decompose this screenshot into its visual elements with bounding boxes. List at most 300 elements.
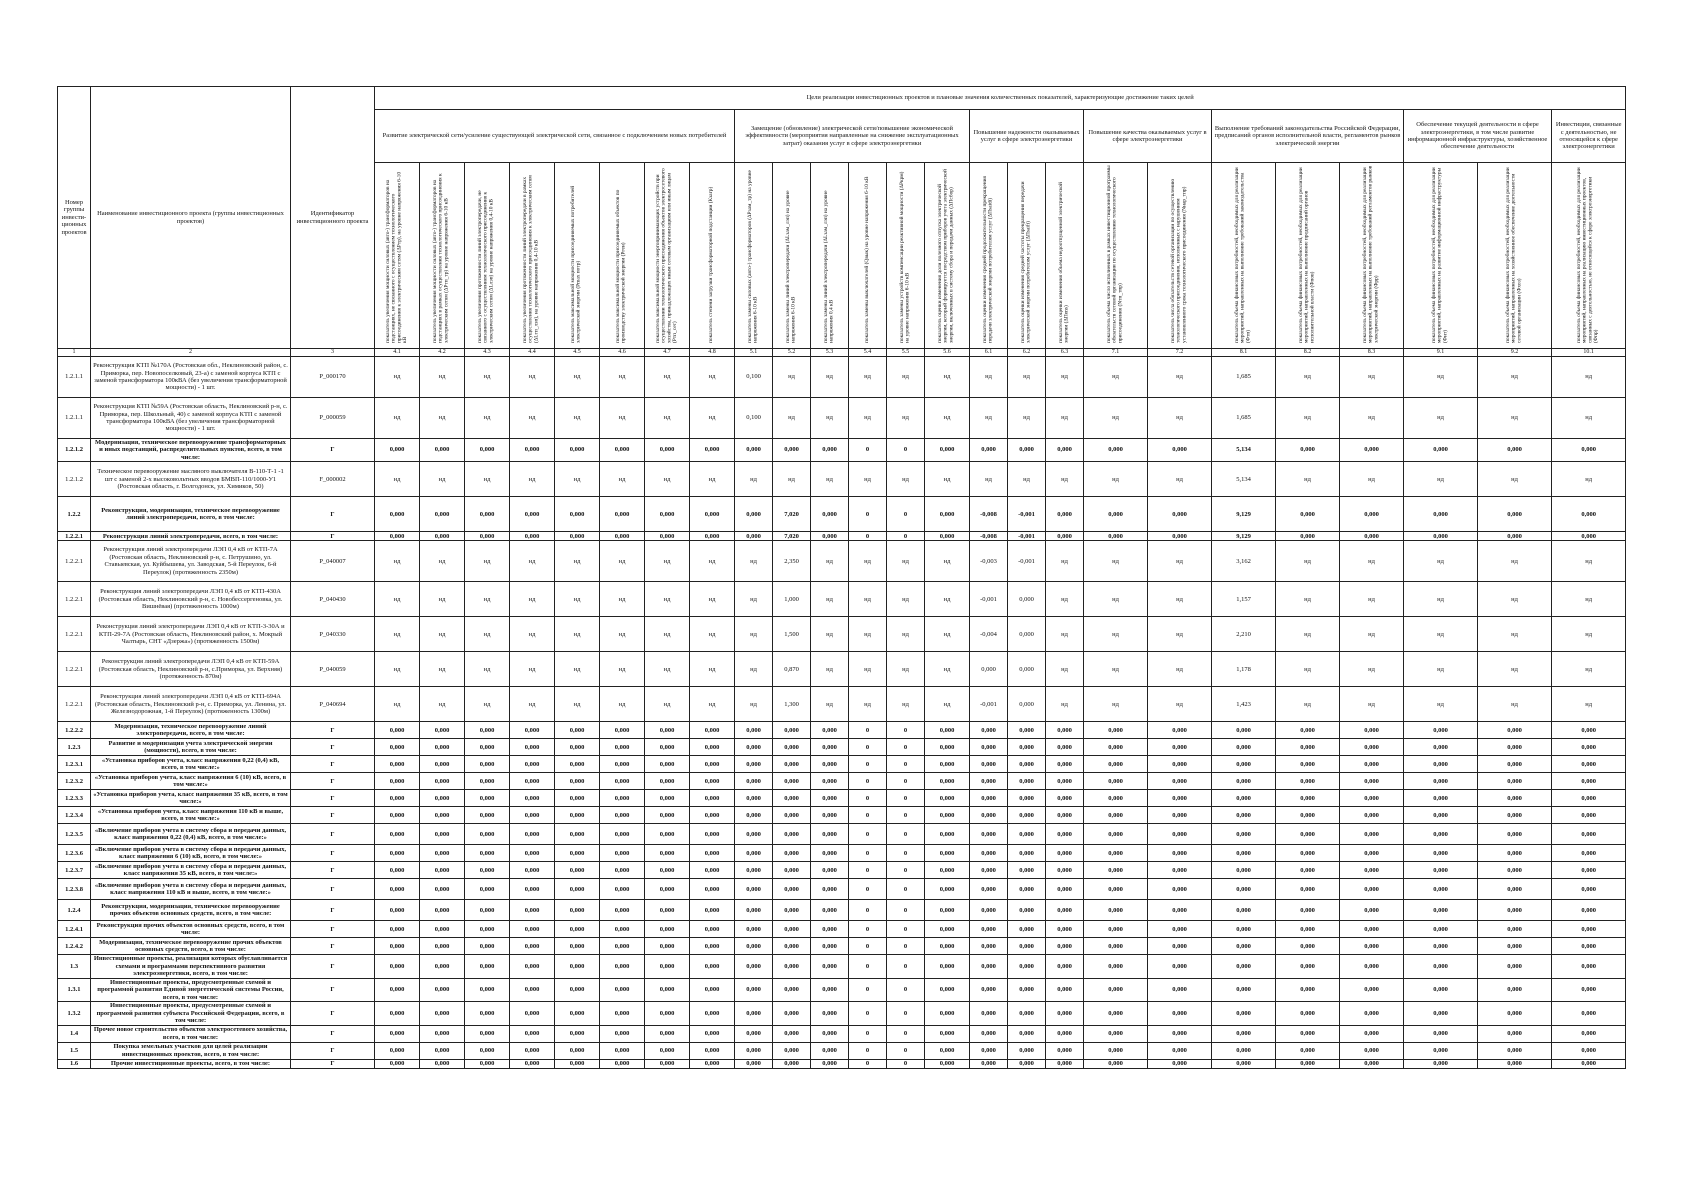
row-indicator-value: 0,000 [1046,1025,1084,1042]
indicator-header [1008,163,1046,349]
row-group-number: 1.3.2 [58,1002,91,1025]
row-indicator-value: 0,000 [555,921,600,938]
row-indicator-value: 0,000 [690,921,735,938]
row-indicator-value: 0,000 [1148,1025,1212,1042]
table-row [58,862,1626,879]
row-group-number: 1.2.4.1 [58,921,91,938]
row-indicator-value: 0,000 [555,1002,600,1025]
row-indicator-value: 0 [849,1059,887,1068]
row-indicator-value: 0,000 [970,773,1008,790]
row-indicator-value: 0,000 [773,756,811,773]
row-indicator-value: 0,000 [970,739,1008,756]
row-indicator-value: 0 [887,739,925,756]
row-indicator-value: 0,000 [1212,756,1276,773]
group-header-quality: Повышение качества оказываемых услуг в сфере электроэнергетики [1084,110,1212,163]
row-indicator-value: 0,000 [1340,845,1404,862]
row-indicator-value: нд [555,541,600,582]
row-indicator-value: 0,000 [1008,773,1046,790]
row-indicator-value: 0,100 [735,398,773,439]
row-indicator-value: нд [1084,357,1148,398]
row-indicator-value: 0,000 [1478,1059,1552,1068]
row-indicator-value: нд [375,652,420,687]
row-indicator-value: 0,000 [465,773,510,790]
row-indicator-value: нд [645,398,690,439]
row-indicator-value: 0,000 [773,1042,811,1059]
row-indicator-value: 0,000 [1212,921,1276,938]
row-indicator-value: 0,000 [420,1025,465,1042]
row-indicator-value: 0,000 [1212,1042,1276,1059]
row-indicator-value: 0,000 [811,722,849,739]
row-project-id: Г [291,739,375,756]
row-indicator-value: нд [970,398,1008,439]
row-indicator-value: 0,000 [735,1025,773,1042]
row-indicator-value: 1,685 [1212,398,1276,439]
row-indicator-value: 0,000 [1008,1059,1046,1068]
row-indicator-value: 0,000 [1008,1002,1046,1025]
row-indicator-value: 0 [849,807,887,824]
row-indicator-value: 0,000 [1276,879,1340,900]
row-indicator-value: нд [1404,541,1478,582]
row-indicator-value: 0,000 [1046,1059,1084,1068]
row-indicator-value: 0,000 [1478,845,1552,862]
row-indicator-value: 0,000 [1404,722,1478,739]
row-indicator-value: 2,350 [773,541,811,582]
row-indicator-value: 0,000 [1552,978,1626,1001]
row-indicator-value: 0 [887,756,925,773]
row-indicator-value: 0,000 [420,1002,465,1025]
row-indicator-value: 0,000 [1046,1002,1084,1025]
row-indicator-value: 0,000 [420,739,465,756]
row-project-name: Реконструкция линий электропередачи ЛЭП 0,4 кВ от КТП-7А (Ростовская область, Неклиновский р-н, с. Петрушино, ул. Ставыевская, ул. Куйбышева, ул. Заводская, 5-й Переулок, 6-й Переулок) (протяженность 2350м) [91,541,291,582]
row-indicator-value: 0,000 [465,955,510,978]
row-project-id: Г [291,756,375,773]
row-indicator-value: нд [849,398,887,439]
row-indicator-value: 0,000 [1552,756,1626,773]
row-indicator-value: 0,000 [1046,1042,1084,1059]
row-indicator-value: нд [690,652,735,687]
row-indicator-value: 0,000 [690,1042,735,1059]
row-indicator-value: 0,000 [970,439,1008,462]
row-indicator-value: 0,000 [1148,978,1212,1001]
row-indicator-value: 0,000 [773,439,811,462]
indicator-header-text: показатель максимальной мощности присоединяемых объектов по производству электрической энергии (Pген) [615,189,627,344]
row-indicator-value: 0 [887,938,925,955]
row-project-name: Реконструкция прочих объектов основных средств, всего, в том числе: [91,921,291,938]
row-indicator-value: 0,000 [1148,845,1212,862]
row-indicator-value: 0,000 [1404,439,1478,462]
row-indicator-value: нд [811,687,849,722]
row-indicator-value: 0,000 [1404,900,1478,921]
indicator-header-text: показатель максимальной мощности энергопринимающих устройств при осуществлении технологического присоединения объектов электросетевого хозяйства, принадлежащих иным сетевым организациям или иным лицам (Pтп_сет) [654,168,678,344]
table-row [58,439,1626,462]
column-number: 5.5 [887,349,925,357]
row-indicator-value: 0,000 [1404,978,1478,1001]
row-indicator-value: 0 [887,532,925,541]
indicator-header-text: показатель максимальной мощности присоединяемых потребителей электрической энергии (Pmax потр) [570,186,582,344]
indicator-header [375,163,420,349]
row-indicator-value: 0,000 [555,955,600,978]
row-indicator-value: 0,000 [811,921,849,938]
row-indicator-value: 0,000 [1212,862,1276,879]
row-indicator-value: 0,000 [1276,1042,1340,1059]
row-indicator-value: 0,000 [1478,879,1552,900]
row-indicator-value: 0,000 [1212,1002,1276,1025]
row-indicator-value: 0,000 [735,807,773,824]
indicator-header-text: показатель увеличения мощности силовых (авто-) трансформаторов на подстанциях в рамках осуществления технологического присоединения к электрическим сетям (ΔPтп_тр) на уровне напряжения 6-10 кВ [432,173,450,344]
row-indicator-value: 0,000 [1046,900,1084,921]
table-row [58,978,1626,1001]
row-indicator-value: 0,000 [375,978,420,1001]
row-project-id: Г [291,845,375,862]
row-indicator-value: 0,000 [555,532,600,541]
row-indicator-value: 0,000 [645,955,690,978]
row-indicator-value: нд [1404,652,1478,687]
row-indicator-value: 0,000 [735,739,773,756]
indicator-header [735,163,773,349]
row-indicator-value: нд [555,357,600,398]
row-indicator-value: 0 [887,1025,925,1042]
indicator-header-text: показатель объема финансовых потребностей, необходимых для реализации мероприятий, направленных на реализацию инвестиционных проектов, связанных с деятельностью, не относящейся к сфере электроэнергетики (Фпр) [1576,167,1600,344]
row-project-name: «Включение приборов учета в систему сбора и передачи данных, класс напряжения 0,22 (0,4) кВ, всего, в том числе:» [91,824,291,845]
indicator-header-text: показатель объема финансовых потребностей, необходимых для реализации мероприятий, направленных на развитие информационной инфраструктуры (Фит) [1430,167,1449,344]
row-project-id: P_040430 [291,582,375,617]
row-indicator-value: нд [375,398,420,439]
row-indicator-value: 0,000 [1008,862,1046,879]
row-indicator-value: 0,000 [773,921,811,938]
row-indicator-value: нд [1552,357,1626,398]
row-indicator-value: 0,000 [1340,879,1404,900]
row-indicator-value: нд [925,617,970,652]
row-indicator-value: 0,000 [970,845,1008,862]
row-indicator-value: 0,000 [375,845,420,862]
table-row [58,900,1626,921]
row-indicator-value: 0 [887,1042,925,1059]
row-indicator-value: 0,000 [645,862,690,879]
indicator-header-text: показатель объема финансовых потребностей, необходимых для реализации мероприятий, направленных на выполнение требований законодательства (Фтп) [1233,167,1252,344]
row-indicator-value: 0,000 [420,938,465,955]
row-indicator-value: нд [1084,398,1148,439]
row-indicator-value: 0,000 [555,862,600,879]
row-group-number: 1.2.2.1 [58,652,91,687]
row-indicator-value: 0,000 [510,807,555,824]
row-group-number: 1.2.1.1 [58,398,91,439]
row-indicator-value: 0,000 [1008,824,1046,845]
row-indicator-value: нд [1478,357,1552,398]
row-indicator-value: 0,000 [1046,938,1084,955]
row-indicator-value: 0,000 [1008,790,1046,807]
row-group-number: 1.2.1.2 [58,462,91,497]
row-indicator-value: нд [849,541,887,582]
row-project-name: Прочие инвестиционные проекты, всего, в том числе: [91,1059,291,1068]
row-indicator-value: 0,000 [811,439,849,462]
row-indicator-value: 0,000 [1008,955,1046,978]
row-indicator-value: 0 [887,845,925,862]
row-indicator-value: 0,000 [1552,497,1626,532]
row-indicator-value: 0,000 [925,497,970,532]
row-indicator-value: 0,000 [735,845,773,862]
row-indicator-value: 5,134 [1212,462,1276,497]
row-indicator-value: 0,000 [811,938,849,955]
row-indicator-value: 0,000 [465,1025,510,1042]
row-indicator-value: нд [600,541,645,582]
indicator-header [1084,163,1148,349]
row-indicator-value: 0,000 [420,955,465,978]
row-indicator-value: 0,000 [811,790,849,807]
column-number: 6.1 [970,349,1008,357]
row-indicator-value: 0,000 [600,900,645,921]
row-indicator-value: 0,000 [555,756,600,773]
row-indicator-value: 0,000 [1404,1059,1478,1068]
row-indicator-value: нд [1276,398,1340,439]
table-row [58,845,1626,862]
row-indicator-value: 0,000 [1276,921,1340,938]
row-indicator-value: 0 [849,497,887,532]
row-indicator-value: 0,000 [970,1059,1008,1068]
row-indicator-value: 0,000 [1212,773,1276,790]
row-project-id: Г [291,497,375,532]
row-indicator-value: 0 [887,955,925,978]
row-indicator-value: 0,000 [925,955,970,978]
row-indicator-value: 0,000 [735,879,773,900]
row-indicator-value: 0,000 [465,921,510,938]
row-project-id: Г [291,532,375,541]
row-indicator-value: 0,000 [420,921,465,938]
row-indicator-value: 0 [887,1059,925,1068]
row-project-name: «Включение приборов учета в систему сбора и передачи данных, класс напряжения 110 кВ и выше, всего, в том числе:» [91,879,291,900]
row-indicator-value: 0,000 [735,1059,773,1068]
row-indicator-value: 0,000 [811,1042,849,1059]
row-indicator-value: нд [465,398,510,439]
row-indicator-value: 0,000 [1340,739,1404,756]
row-indicator-value: 0,000 [735,921,773,938]
row-indicator-value: нд [1552,582,1626,617]
row-indicator-value: нд [849,652,887,687]
column-number: 9.2 [1478,349,1552,357]
row-indicator-value: 0,000 [645,921,690,938]
row-indicator-value: 0,000 [555,739,600,756]
indicator-header-text: показатель числа обязательств сетевой организации по осуществлению технологического присоединения, исполненных с нарушением установленного срока технологического присоединения (Nнар_тпр) [1169,179,1188,344]
column-number: 5.1 [735,349,773,357]
row-indicator-value: 0,000 [1046,439,1084,462]
row-project-id: Г [291,921,375,938]
row-indicator-value: нд [690,541,735,582]
row-indicator-value: 0,000 [1552,862,1626,879]
row-indicator-value: нд [925,357,970,398]
row-indicator-value: -0,001 [1008,541,1046,582]
row-indicator-value: 0,000 [1276,756,1340,773]
column-number: 5.3 [811,349,849,357]
row-indicator-value: 0,000 [1212,739,1276,756]
row-indicator-value: 0,000 [1340,955,1404,978]
row-indicator-value: 0,000 [1552,879,1626,900]
row-project-id: Г [291,824,375,845]
row-indicator-value: нд [1404,617,1478,652]
row-indicator-value: 0,000 [600,845,645,862]
row-indicator-value: 0,000 [690,938,735,955]
row-indicator-value: 0,000 [645,1042,690,1059]
row-project-name: Модернизация, техническое перевооружение линий электропередачи, всего, в том числе: [91,722,291,739]
row-indicator-value: 0,000 [420,1059,465,1068]
row-indicator-value: 0,000 [465,824,510,845]
column-number: 6.3 [1046,349,1084,357]
row-indicator-value: 0,000 [1404,497,1478,532]
row-group-number: 1.3.1 [58,978,91,1001]
row-indicator-value: нд [811,357,849,398]
row-indicator-value: 0,000 [1212,790,1276,807]
indicator-header [1276,163,1340,349]
row-indicator-value: 0,000 [375,955,420,978]
row-indicator-value: 0,000 [465,722,510,739]
row-indicator-value: 0,000 [1008,807,1046,824]
row-indicator-value: 0,000 [1340,862,1404,879]
row-indicator-value: 0,000 [1084,807,1148,824]
row-indicator-value: 0,000 [600,879,645,900]
row-indicator-value: 0,000 [1084,845,1148,862]
row-indicator-value: 0,000 [645,439,690,462]
row-indicator-value: нд [887,652,925,687]
indicator-header [1212,163,1276,349]
row-indicator-value: 0,000 [970,921,1008,938]
row-indicator-value: 0,000 [1008,845,1046,862]
row-indicator-value: 0,000 [1340,807,1404,824]
row-indicator-value: 0,000 [1404,532,1478,541]
row-indicator-value: 0,000 [773,1002,811,1025]
table-row [58,955,1626,978]
table-row [58,1025,1626,1042]
row-indicator-value: нд [465,687,510,722]
row-indicator-value: 0,000 [645,532,690,541]
row-indicator-value: 0,000 [690,978,735,1001]
row-indicator-value: нд [420,687,465,722]
row-indicator-value: 0,100 [735,357,773,398]
indicator-header [925,163,970,349]
row-project-name: Реконструкция линий электропередачи ЛЭП 0,4 кВ от КТП-694А (Ростовская область, Неклиновский р-н, с. Приморка, ул. Ленина, ул. Железнодорожная, 1-й Переулок) (протяженность 1300м) [91,687,291,722]
row-indicator-value: 0 [849,756,887,773]
row-indicator-value: нд [1046,582,1084,617]
row-indicator-value: нд [735,582,773,617]
indicator-header-text: показатель замены линий электропередачи (ΔLзам_лэп) на уровне напряжения 0,4 кВ [822,190,835,344]
row-indicator-value: нд [600,617,645,652]
row-indicator-value: 0,000 [375,921,420,938]
row-indicator-value: 0,000 [773,824,811,845]
row-indicator-value: 0,000 [1478,978,1552,1001]
row-indicator-value: 0 [887,921,925,938]
row-indicator-value: нд [375,357,420,398]
row-project-id: Г [291,862,375,879]
row-indicator-value: 0,000 [735,497,773,532]
group-header-network-development: Развитие электрической сети/усиление существующей электрической сети, связанное с подключением новых потребителей [375,110,735,163]
row-project-name: Развитие и модернизация учета электрической энергии (мощности), всего, в том числе: [91,739,291,756]
row-indicator-value: 0,000 [925,938,970,955]
row-indicator-value: 0,000 [735,439,773,462]
row-indicator-value: 0,000 [1340,756,1404,773]
row-indicator-value: нд [1478,652,1552,687]
row-indicator-value: 0,000 [510,879,555,900]
row-indicator-value: 0,000 [811,862,849,879]
table-row [58,462,1626,497]
row-indicator-value: 0,000 [735,790,773,807]
row-indicator-value: 0,000 [773,722,811,739]
row-indicator-value: 0,000 [555,1025,600,1042]
indicator-header-text: показатель увеличения мощности силовых (авто-) трансформаторов на подстанциях, не связанного с осуществлением технологического присоединения к электрическим сетям (ΔPтр), на уровне напряжения 6-10 кВ [384,172,408,344]
row-indicator-value: нд [690,357,735,398]
row-indicator-value: 0,000 [970,1025,1008,1042]
row-indicator-value: -0,008 [970,497,1008,532]
row-project-id: Г [291,807,375,824]
column-number: 4.5 [555,349,600,357]
row-indicator-value: нд [849,687,887,722]
row-indicator-value: 0,000 [1008,439,1046,462]
row-indicator-value: нд [773,462,811,497]
row-indicator-value: 0,000 [600,862,645,879]
row-group-number: 1.2.2.2 [58,722,91,739]
row-indicator-value: 0,000 [465,439,510,462]
row-project-id: Г [291,955,375,978]
row-indicator-value: -0,001 [970,582,1008,617]
row-indicator-value: 0,000 [970,900,1008,921]
row-indicator-value: 0,000 [465,978,510,1001]
row-indicator-value: 0,000 [773,900,811,921]
row-project-name: Модернизация, техническое перевооружение прочих объектов основных средств, всего, в том числе: [91,938,291,955]
row-indicator-value: 0,000 [420,824,465,845]
row-indicator-value: нд [887,617,925,652]
row-indicator-value: 9,129 [1212,497,1276,532]
row-indicator-value: нд [1008,462,1046,497]
column-number: 5.4 [849,349,887,357]
row-indicator-value: 0,000 [1404,1025,1478,1042]
row-indicator-value: 0,000 [1212,1059,1276,1068]
row-indicator-value: 0,000 [465,807,510,824]
row-indicator-value: нд [1404,582,1478,617]
column-number: 4.2 [420,349,465,357]
row-indicator-value: 0 [887,790,925,807]
row-indicator-value: 0,000 [645,773,690,790]
indicator-header [970,163,1008,349]
row-indicator-value: 0,000 [1046,879,1084,900]
row-indicator-value: 0,000 [1552,807,1626,824]
row-indicator-value: нд [1478,617,1552,652]
table-row [58,790,1626,807]
row-indicator-value: 0,000 [555,722,600,739]
row-indicator-value: нд [1404,357,1478,398]
column-number: 4.7 [645,349,690,357]
row-indicator-value: 0,000 [375,532,420,541]
row-indicator-value: 0,000 [811,1059,849,1068]
indicator-header [1404,163,1478,349]
row-indicator-value: 0,000 [555,773,600,790]
row-indicator-value: 3,162 [1212,541,1276,582]
indicator-header [690,163,735,349]
row-indicator-value: нд [887,541,925,582]
row-indicator-value: 0,000 [1212,824,1276,845]
row-indicator-value: 0,000 [420,900,465,921]
row-indicator-value: 0,000 [735,955,773,978]
row-indicator-value: 0,000 [773,807,811,824]
row-indicator-value: 0,000 [465,900,510,921]
row-group-number: 1.2.3.2 [58,773,91,790]
row-indicator-value: 0,000 [1084,773,1148,790]
row-indicator-value: 0,000 [925,978,970,1001]
row-indicator-value: нд [1276,687,1340,722]
row-indicator-value: 0,000 [690,739,735,756]
row-indicator-value: 0,000 [925,879,970,900]
main-title: Цели реализации инвестиционных проектов и плановые значения количественных показателей, характеризующие достижение таких целей [375,87,1626,110]
row-indicator-value: 0,000 [1340,722,1404,739]
table-row [58,824,1626,845]
row-indicator-value: нд [1084,462,1148,497]
row-indicator-value: 0,000 [375,1025,420,1042]
row-indicator-value: 0,000 [375,739,420,756]
